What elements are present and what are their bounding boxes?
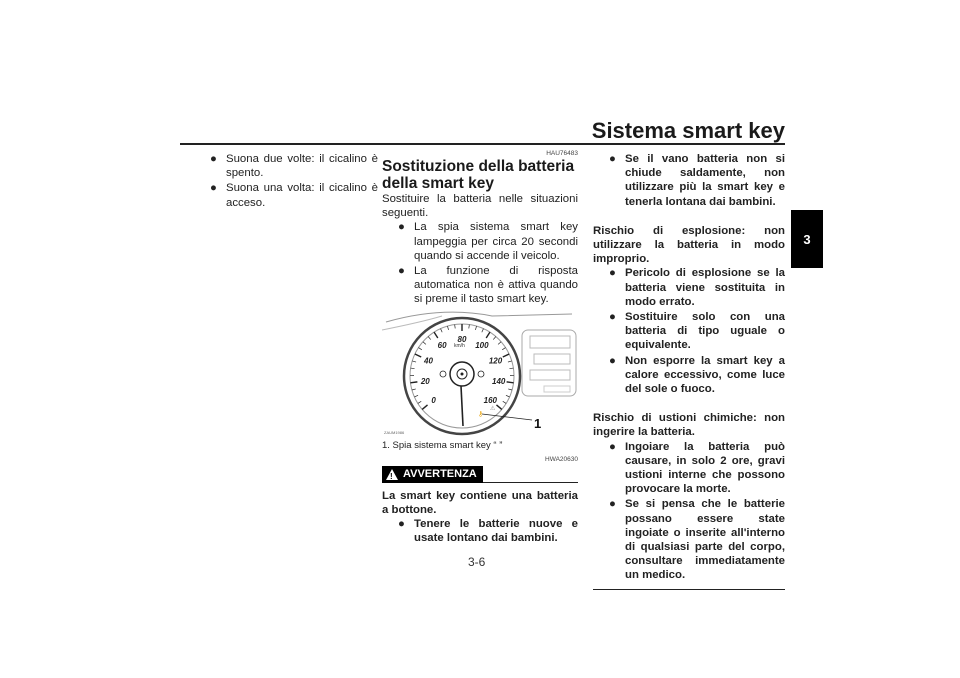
warning-header <box>382 466 578 483</box>
dial-tick-label: 0 <box>431 395 436 405</box>
list-item: ● Tenere le batterie nuove e usate lontano dai bambini. <box>398 518 578 545</box>
warning-code: HWA20630 <box>545 455 578 463</box>
warning-label: AVVERTENZA <box>403 468 477 481</box>
chapter-tab: 3 <box>791 210 823 268</box>
list-item: ● Se si pensa che le batterie possano essere state ingoiate o inserite all'interno di qualsiasi parte del corpo, consultare immediatamente un medico. <box>609 498 785 582</box>
list-item: ● La funzione di risposta automatica non è attiva quando si preme il tasto smart key. <box>398 265 578 306</box>
callout-number: 1 <box>534 415 542 431</box>
section-heading: Sostituzione della batteria della smart key <box>382 158 575 192</box>
column-3 <box>593 152 785 590</box>
warning-rule <box>483 474 578 483</box>
speed-unit: km/h <box>454 342 465 349</box>
dial-tick-label: 160 <box>483 395 498 405</box>
section-title: Rischio di esplosione: non utilizzare la batteria in modo improprio. <box>593 224 785 266</box>
dial-tick-label: 120 <box>488 355 503 365</box>
column-2 <box>382 150 578 546</box>
section-code: HAU76483 <box>546 150 578 157</box>
figure-code: ZAUM1986 <box>384 429 405 435</box>
column-1 <box>210 152 378 211</box>
list-item: ● Sostituire solo con una batteria di tipo uguale o equivalente. <box>609 311 785 352</box>
dial-tick-label: 100 <box>475 340 489 350</box>
list-item: ● Suona una volta: il cicalino è acceso. <box>210 182 378 209</box>
dial-tick <box>507 381 514 382</box>
smart-key-indicator-icon: ⚷ <box>478 409 484 418</box>
list-item: ● Suona due volte: il cicalino è spento. <box>210 153 378 180</box>
list-item: ● Non esporre la smart key a calore eccessivo, come luce del sole o fuoco. <box>609 354 785 396</box>
caption-text: 1. Spia sistema smart key “ ” <box>382 439 503 451</box>
figure-caption <box>382 440 578 452</box>
indicator-icon: ⚠ <box>490 404 496 412</box>
speedometer-figure <box>382 310 578 438</box>
warning-badge <box>382 466 483 483</box>
header-divider <box>180 143 785 145</box>
list-item: ● Ingoiare la batteria può causare, in solo 2 ore, gravi ustioni interne che possono provocare la morte. <box>609 440 785 496</box>
page-number: 3-6 <box>468 555 486 569</box>
dial-tick-label: 80 <box>457 334 467 344</box>
list-item: ● Pericolo di esplosione se la batteria viene sostituita in modo errato. <box>609 267 785 308</box>
dial-tick-label: 40 <box>424 355 433 365</box>
intro-text: Sostituire la batteria nelle situazioni seguenti. <box>382 193 578 220</box>
warning-icon: ! <box>386 469 398 480</box>
dial-tick <box>410 381 417 382</box>
list-item: ● Se il vano batteria non si chiude saldamente, non utilizzare più la smart key e tenerla lontana dai bambini. <box>609 153 785 208</box>
list-item: ● La spia sistema smart key lampeggia per circa 20 secondi quando si accende il veicolo. <box>398 221 578 262</box>
section-title: Rischio di ustioni chimiche: non ingerire la batteria. <box>593 412 785 439</box>
dial-tick-label: 20 <box>420 376 430 386</box>
dial-tick-label: 140 <box>492 376 506 386</box>
warning-text: La smart key contiene una batteria a bottone. <box>382 489 578 516</box>
warning-end-rule <box>593 589 785 590</box>
page-title: Sistema smart key <box>591 118 785 143</box>
dial-tick-label: 60 <box>437 340 447 350</box>
